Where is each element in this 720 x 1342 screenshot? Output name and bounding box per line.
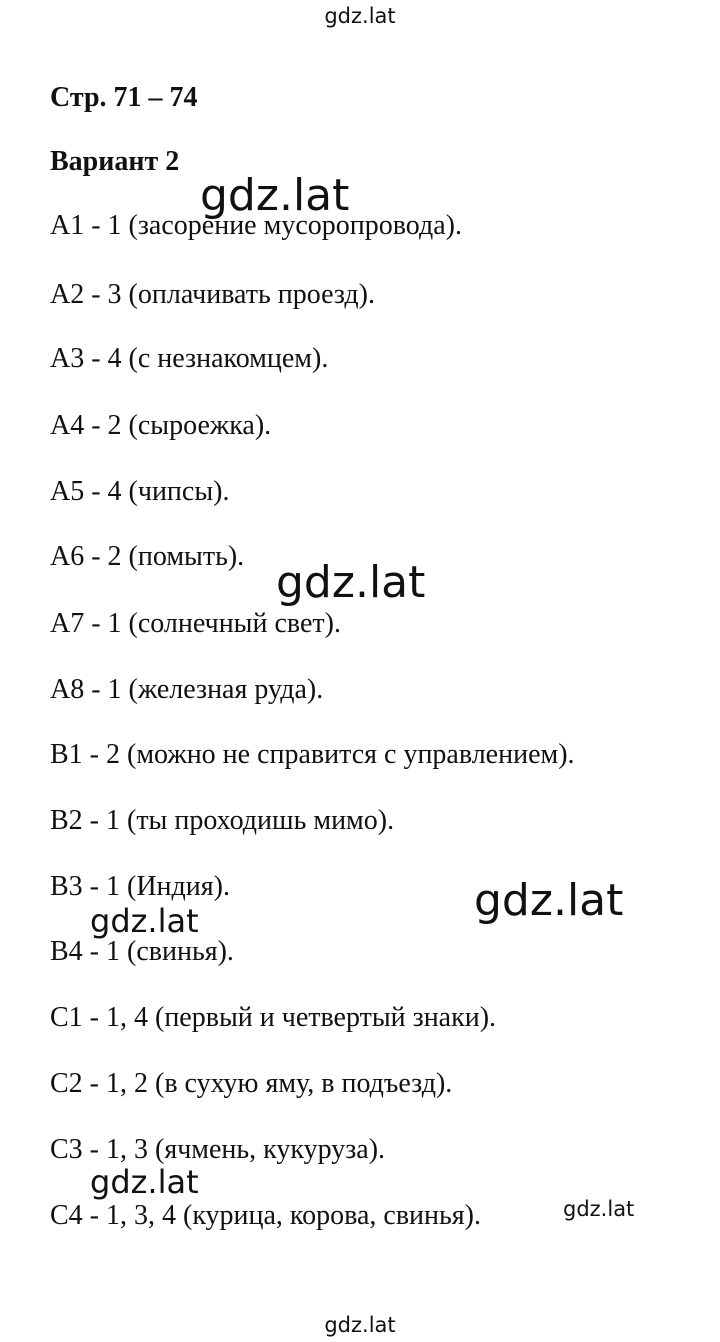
watermark-top: gdz.lat (324, 4, 396, 28)
watermark-bottom: gdz.lat (324, 1313, 396, 1337)
watermark-mid-2: gdz.lat (90, 1163, 199, 1201)
answer-a1: А1 - 1 (засорение мусоропровода). (50, 210, 462, 241)
page-range-heading: Стр. 71 – 74 (50, 82, 198, 113)
watermark-large-3: gdz.lat (474, 875, 624, 926)
answer-a2: А2 - 3 (оплачивать проезд). (50, 279, 375, 310)
answer-b3: В3 - 1 (Индия). (50, 871, 230, 902)
variant-heading: Вариант 2 (50, 146, 180, 177)
watermark-small-right: gdz.lat (563, 1197, 635, 1221)
answer-a8: А8 - 1 (железная руда). (50, 674, 324, 705)
answer-b2: В2 - 1 (ты проходишь мимо). (50, 805, 395, 836)
watermark-large-1: gdz.lat (200, 170, 350, 221)
answer-a7: А7 - 1 (солнечный свет). (50, 608, 341, 639)
answer-c3: С3 - 1, 3 (ячмень, кукуруза). (50, 1134, 386, 1165)
answer-b1: В1 - 2 (можно не справится с управлением). (50, 739, 575, 770)
answer-c1: С1 - 1, 4 (первый и четвертый знаки). (50, 1002, 497, 1033)
watermark-mid-1: gdz.lat (90, 902, 199, 940)
answer-a4: А4 - 2 (сыроежка). (50, 410, 272, 441)
answer-c2: С2 - 1, 2 (в сухую яму, в подъезд). (50, 1068, 453, 1099)
answer-a3: А3 - 4 (с незнакомцем). (50, 343, 329, 374)
answer-c4: С4 - 1, 3, 4 (курица, корова, свинья). (50, 1200, 481, 1231)
watermark-large-2: gdz.lat (276, 557, 426, 608)
answer-a6: А6 - 2 (помыть). (50, 541, 245, 572)
answer-b4: В4 - 1 (свинья). (50, 936, 234, 967)
answer-a5: А5 - 4 (чипсы). (50, 476, 230, 507)
